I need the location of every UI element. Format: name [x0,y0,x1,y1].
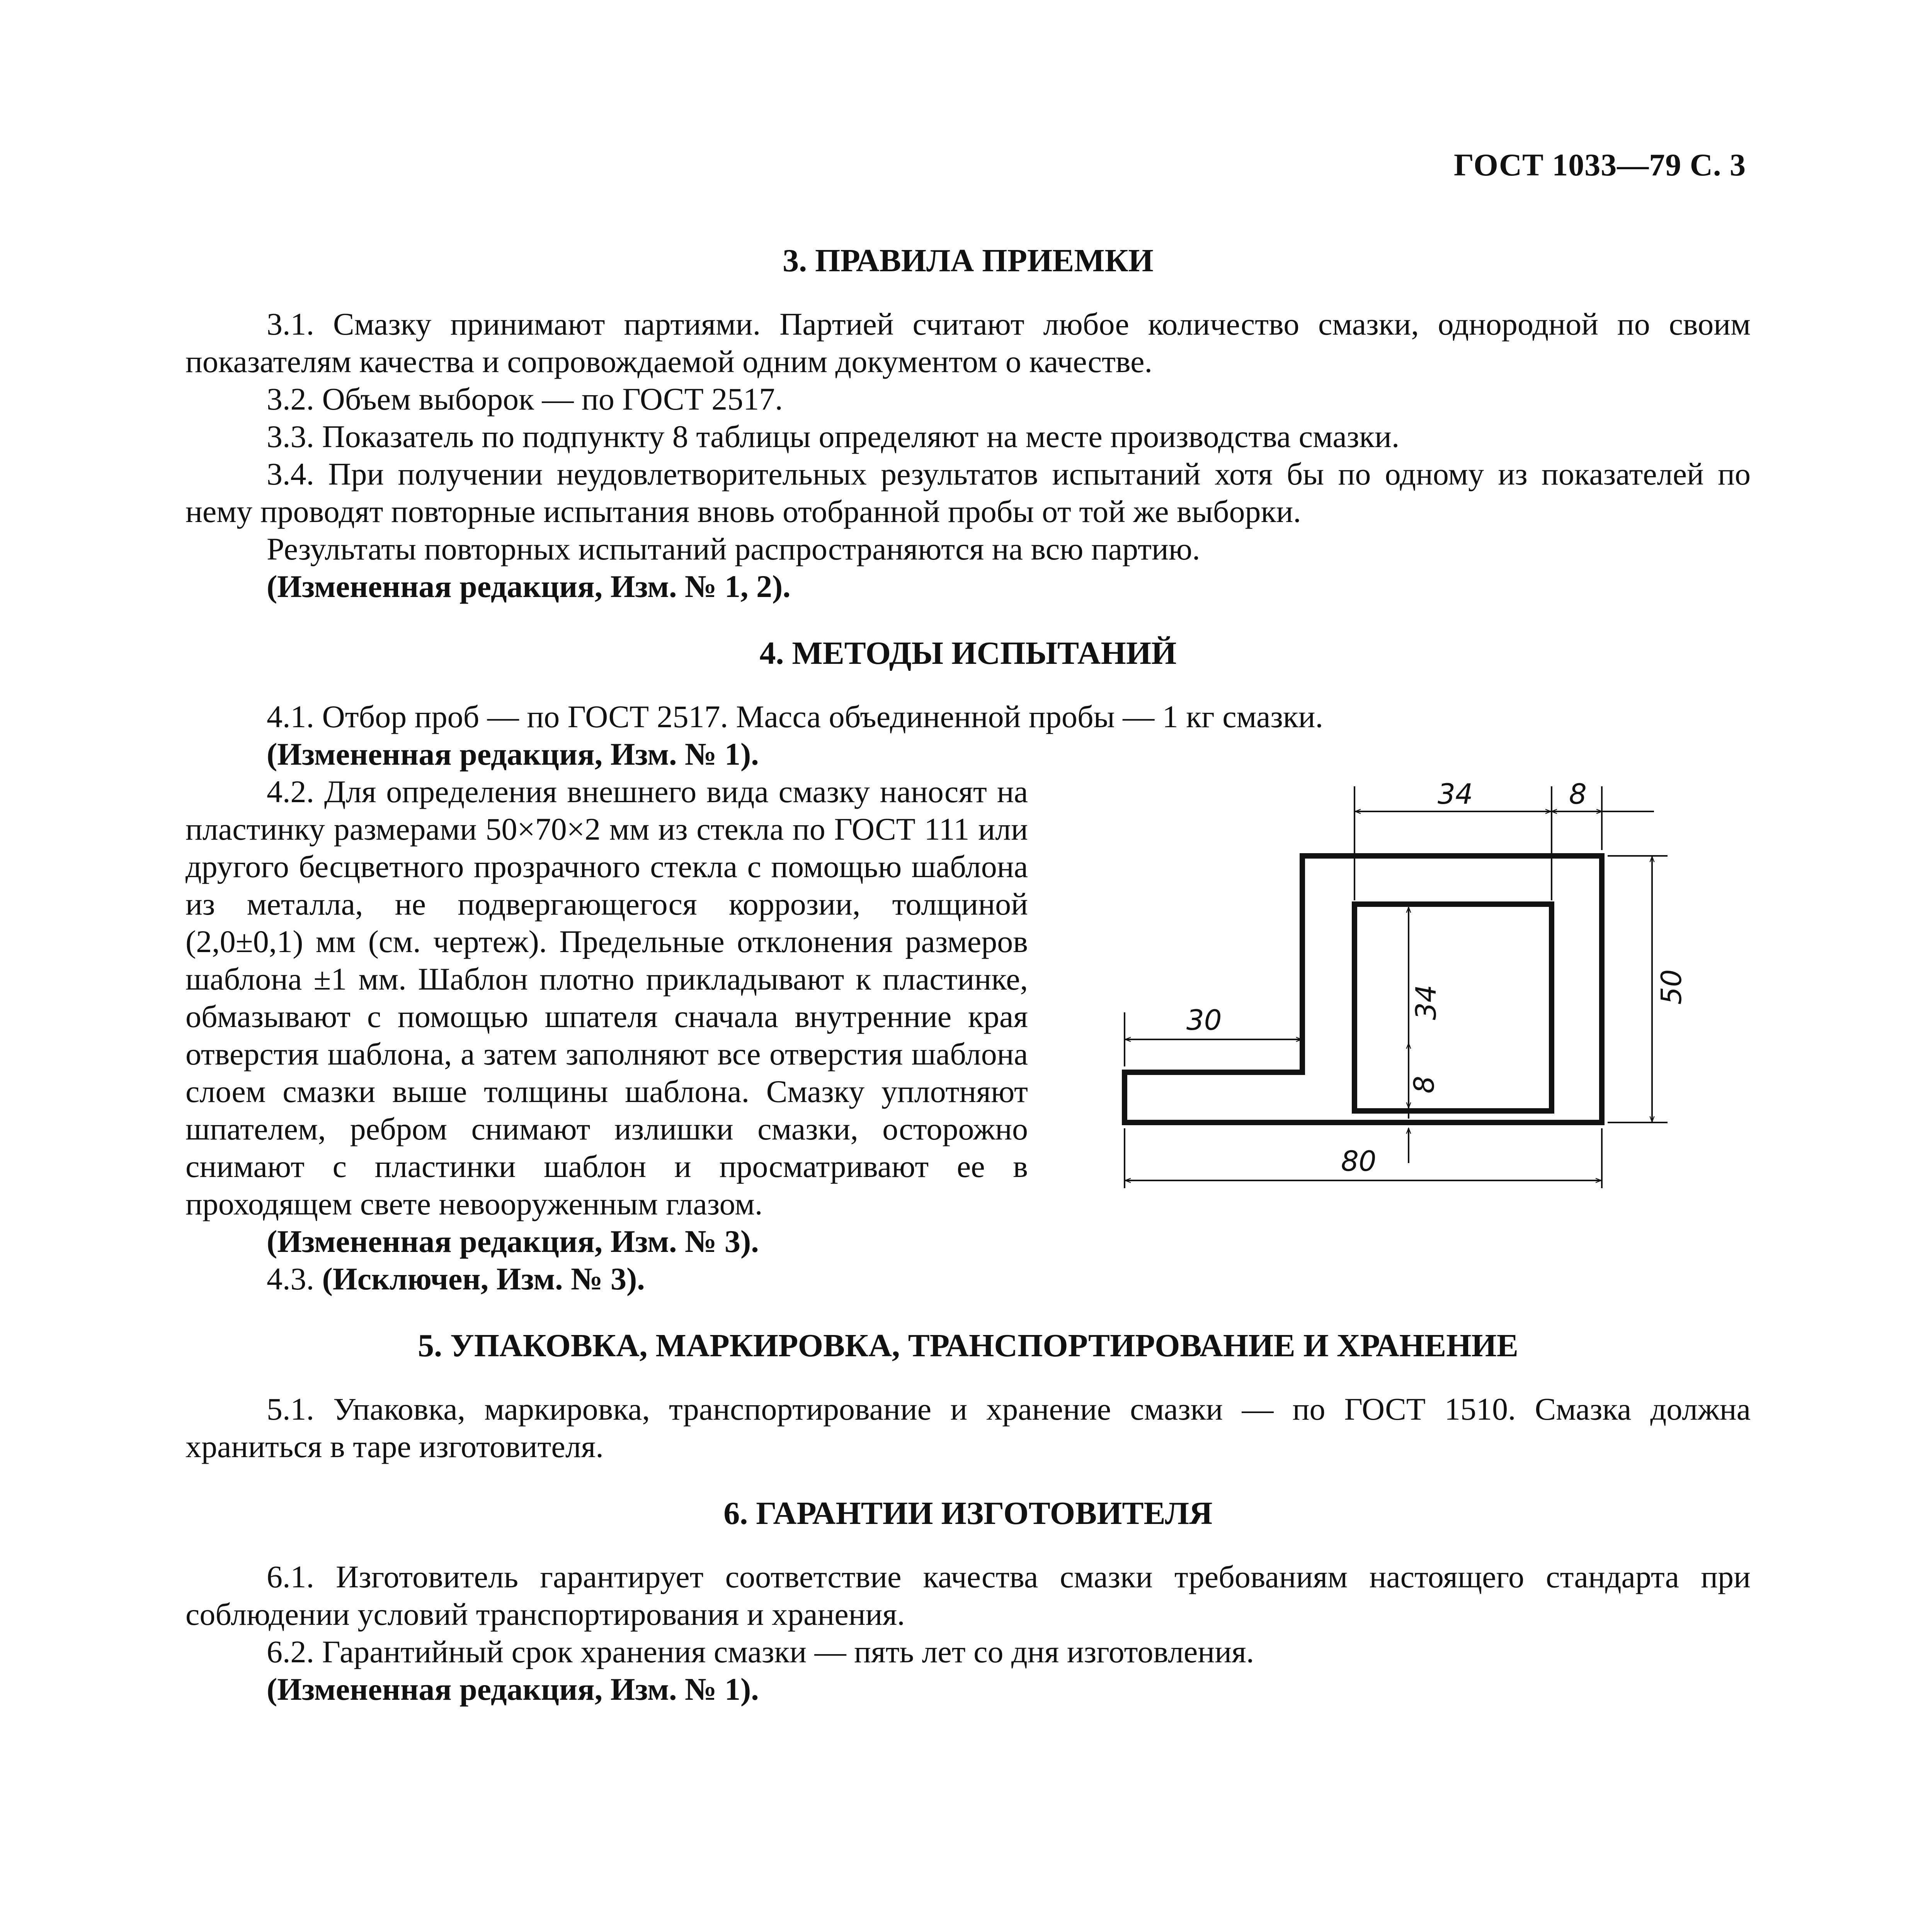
dim-label-50: 50 [1655,969,1688,1005]
dim-label-8-bottom: 8 [1408,1076,1440,1094]
paragraph-3-4-result: Результаты повторных испытаний распространяются на всю партию. [267,531,1200,566]
dim-label-34-top: 34 [1438,778,1473,810]
section-5-title: 5. УПАКОВКА, МАРКИРОВКА, ТРАНСПОРТИРОВАНИЕ И ХРАНЕНИЕ [418,1328,1518,1364]
paragraph-3-1: 3.1. Смазку принимают партиями. Партией считают любое количество смазки, однородной по своим показателям качества и сопровождаемой одним документом о качестве. [185,306,1751,379]
section-3-title: 3. ПРАВИЛА ПРИЕМКИ [783,243,1154,279]
paragraph-4-3-number: 4.3. [267,1261,314,1296]
running-head: ГОСТ 1033—79 С. 3 [1453,147,1746,182]
amendment-note-6: (Измененная редакция, Изм. № 1). [267,1672,759,1707]
template-drawing [1113,773,1770,1256]
dim-label-30: 30 [1186,1004,1222,1036]
paragraph-4-1: 4.1. Отбор проб — по ГОСТ 2517. Масса объединенной пробы — 1 кг смазки. [267,699,1323,734]
paragraph-6-1: 6.1. Изготовитель гарантирует соответствие качества смазки требованиям настоящего стандарта при соблюдении условий транспортирования и хранения. [185,1559,1751,1632]
paragraph-3-3: 3.3. Показатель по подпункту 8 таблицы определяют на месте производства смазки. [267,419,1400,454]
dim-label-80: 80 [1341,1145,1377,1177]
dim-label-34-inner: 34 [1410,985,1442,1020]
page-content [185,240,1751,1708]
paragraph-3-2: 3.2. Объем выборок — по ГОСТ 2517. [267,381,783,417]
figure-text [185,773,1028,1298]
dim-label-8-top: 8 [1569,778,1587,810]
figure-block [185,773,1751,1298]
template-window [1354,904,1552,1111]
paragraph-6-2: 6.2. Гарантийный срок хранения смазки — пять лет со дня изготовления. [267,1634,1254,1669]
section-6-title: 6. ГАРАНТИИ ИЗГОТОВИТЕЛЯ [723,1495,1213,1531]
template-outline [1125,856,1602,1122]
section-4-title: 4. МЕТОДЫ ИСПЫТАНИЙ [759,635,1177,671]
amendment-note-3: (Измененная редакция, Изм. № 1, 2). [267,569,791,604]
paragraph-4-3-text: (Исключен, Изм. № 3). [322,1261,645,1296]
amendment-note-4-1: (Измененная редакция, Изм. № 1). [267,736,759,772]
paragraph-4-3 [185,1260,1028,1298]
paragraph-3-4: 3.4. При получении неудовлетворительных результатов испытаний хотя бы по одному из показателей по нему проводят повторные испытания вновь отобранной пробы от той же выборки. [185,456,1751,529]
paragraph-4-2: 4.2. Для определения внешнего вида смазку наносят на пластинку размерами 50×70×2 мм из стекла по ГОСТ 111 или другого бесцветного прозрачного стекла с помощью шаблона из металла, не подвергающегося коррозии, толщиной (2,0±0,1) мм (см. чертеж). Предельные отклонения размеров шаблона ±1 мм. Шаблон плотно прикладывают к пластинке, обмазывают с помощью шпателя сначала внутренние края отверстия шаблона, а затем заполняют все отверстия шаблона слоем смазки выше толщины шаблона. Смазку уплотняют шпателем, ребром снимают излишки смазки, осторожно снимают с пластинки шаблон и просматривают ее в проходящем свете невооруженным глазом. [185,774,1028,1221]
amendment-note-4-2: (Измененная редакция, Изм. № 3). [267,1224,759,1259]
paragraph-5-1: 5.1. Упаковка, маркировка, транспортирование и хранение смазки — по ГОСТ 1510. Смазка должна храниться в таре изготовителя. [185,1391,1751,1464]
